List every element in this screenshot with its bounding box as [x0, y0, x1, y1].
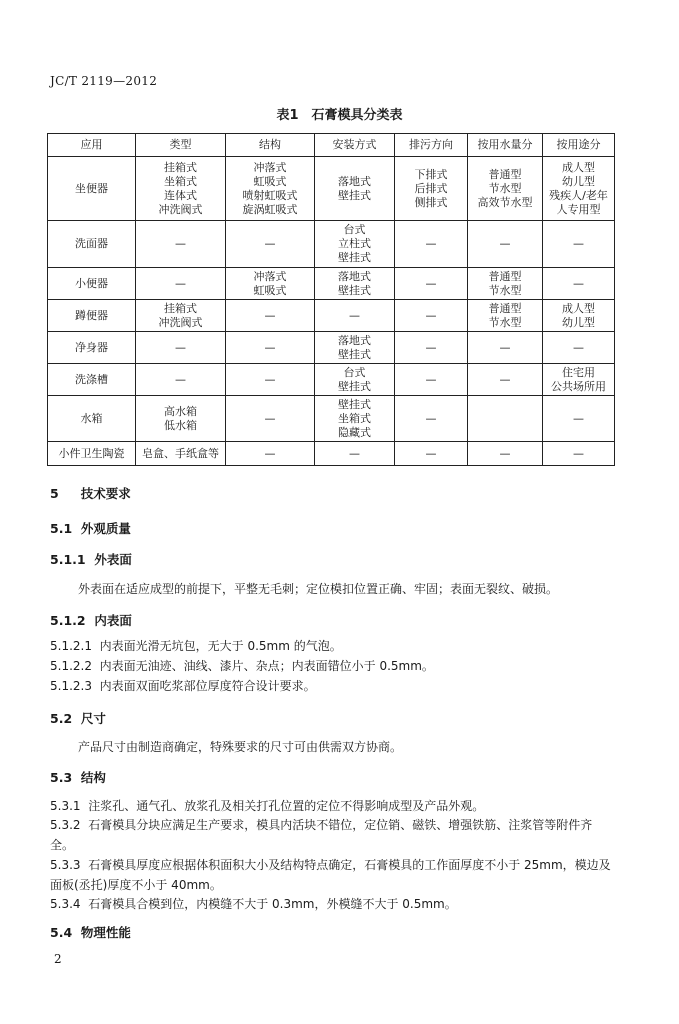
- column-header: 类型: [136, 134, 226, 157]
- table-cell: —: [543, 442, 615, 466]
- table-cell: —: [136, 364, 226, 396]
- clause-number: 5.3.1: [50, 799, 81, 813]
- standard-number: JC/T 2119—2012: [50, 74, 158, 88]
- table-cell: 普通型 节水型 高效节水型: [468, 157, 543, 221]
- clause-text: 内表面光滑无坑包，无大于 0.5mm 的气泡。: [99, 639, 342, 653]
- table-cell: —: [468, 332, 543, 364]
- section-number: 5.1: [50, 521, 73, 536]
- section-heading: [50, 484, 131, 502]
- table-cell: 冲落式 虹吸式 喷射虹吸式 旋涡虹吸式: [226, 157, 315, 221]
- table-cell: 普通型 节水型: [468, 300, 543, 332]
- clause-number: 5.3.3: [50, 858, 81, 872]
- table-cell: —: [543, 332, 615, 364]
- table-cell: —: [226, 221, 315, 268]
- table-cell: 水箱: [48, 396, 136, 442]
- table-title: 表1 石膏模具分类表: [276, 108, 403, 123]
- table-cell: —: [226, 396, 315, 442]
- clause: [50, 676, 615, 696]
- column-header: 结构: [226, 134, 315, 157]
- clause-text: 内表面双面吃浆部位厚度符合设计要求。: [99, 679, 316, 693]
- table-cell: —: [136, 268, 226, 300]
- paragraph: 外表面在适应成型的前提下，平整无毛刺；定位模扣位置正确、牢固；表面无裂纹、破损。: [78, 582, 559, 596]
- table-cell: 成人型 幼儿型: [543, 300, 615, 332]
- table-cell: 成人型 幼儿型 残疾人/老年 人专用型: [543, 157, 615, 221]
- table-cell: —: [395, 442, 468, 466]
- table-cell: 普通型 节水型: [468, 268, 543, 300]
- table-cell: 冲落式 虹吸式: [226, 268, 315, 300]
- section-heading: [50, 768, 106, 786]
- table-cell: —: [395, 396, 468, 442]
- table-cell: 净身器: [48, 332, 136, 364]
- table-row: [48, 442, 615, 466]
- table-row: [48, 364, 615, 396]
- clause-number: 5.1.2.2: [50, 659, 92, 673]
- table-row: [48, 221, 615, 268]
- paragraph: 产品尺寸由制造商确定，特殊要求的尺寸可由供需双方协商。: [78, 740, 403, 754]
- clause-text: 内表面无油迹、油线、漆片、杂点；内表面错位小于 0.5mm。: [99, 659, 434, 673]
- table-cell: 台式 立柱式 壁挂式: [315, 221, 395, 268]
- column-header: 排污方向: [395, 134, 468, 157]
- table-cell: 落地式 壁挂式: [315, 157, 395, 221]
- table-row: [48, 300, 615, 332]
- section-number: 5.3: [50, 770, 73, 785]
- clause: [50, 894, 615, 914]
- table-cell: 小便器: [48, 268, 136, 300]
- table-cell: 落地式 壁挂式: [315, 268, 395, 300]
- table-cell: —: [395, 221, 468, 268]
- table-cell: —: [468, 364, 543, 396]
- table-cell: 高水箱 低水箱: [136, 396, 226, 442]
- table-header-row: [48, 134, 615, 157]
- section-title: 尺寸: [80, 711, 106, 726]
- clause: [50, 855, 615, 895]
- table-cell: 小件卫生陶瓷: [48, 442, 136, 466]
- column-header: 按用途分: [543, 134, 615, 157]
- table-cell: 台式 壁挂式: [315, 364, 395, 396]
- table-cell: —: [543, 396, 615, 442]
- column-header: 安装方式: [315, 134, 395, 157]
- section-heading: [50, 611, 132, 629]
- section-title: 技术要求: [80, 486, 131, 501]
- section-heading: [50, 550, 132, 568]
- table-cell: —: [226, 300, 315, 332]
- table-cell: —: [543, 268, 615, 300]
- table-cell: —: [226, 364, 315, 396]
- table-cell: 下排式 后排式 侧排式: [395, 157, 468, 221]
- clause-text: 石膏模具合模到位，内模缝不大于 0.3mm，外模缝不大于 0.5mm。: [88, 897, 457, 911]
- table-cell: 壁挂式 坐箱式 隐藏式: [315, 396, 395, 442]
- section-title: 物理性能: [80, 925, 131, 940]
- table-cell: —: [395, 332, 468, 364]
- table-cell: 洗涤槽: [48, 364, 136, 396]
- clause-text: 石膏模具厚度应根据体积面积大小及结构特点确定，石膏模具的工作面厚度不小于 25mm，模边及面板(丞托)厚度不小于 40mm。: [50, 858, 611, 892]
- table-cell: —: [315, 300, 395, 332]
- clause: [50, 636, 615, 656]
- table-cell: 挂箱式 冲洗阀式: [136, 300, 226, 332]
- clause: [50, 815, 615, 855]
- clause-text: 石膏模具分块应满足生产要求，模具内活块不错位，定位销、磁铁、增强铁筋、注浆管等附件齐全。: [50, 818, 593, 852]
- section-number: 5.1.1: [50, 552, 86, 567]
- clause-number: 5.3.4: [50, 897, 81, 911]
- table-row: [48, 157, 615, 221]
- table-cell: —: [136, 221, 226, 268]
- page-number: 2: [54, 952, 62, 966]
- table-cell: —: [395, 268, 468, 300]
- clause-number: 5.1.2.1: [50, 639, 92, 653]
- table-cell: 落地式 壁挂式: [315, 332, 395, 364]
- table-cell: 挂箱式 坐箱式 连体式 冲洗阀式: [136, 157, 226, 221]
- table-row: [48, 268, 615, 300]
- table-cell: —: [468, 442, 543, 466]
- section-heading: [50, 923, 131, 941]
- table-cell: 洗面器: [48, 221, 136, 268]
- table-cell: —: [136, 332, 226, 364]
- clause-text: 注浆孔、通气孔、放浆孔及相关打孔位置的定位不得影响成型及产品外观。: [88, 799, 485, 813]
- clause-number: 5.1.2.3: [50, 679, 92, 693]
- section-title: 结构: [80, 770, 106, 785]
- table-cell: 皂盒、手纸盒等: [136, 442, 226, 466]
- section-number: 5.4: [50, 925, 73, 940]
- clause: [50, 796, 615, 816]
- table-cell: [468, 396, 543, 442]
- table-cell: —: [543, 221, 615, 268]
- table-row: [48, 396, 615, 442]
- section-heading: [50, 519, 131, 537]
- section-title: 外表面: [94, 552, 132, 567]
- column-header: 应用: [48, 134, 136, 157]
- table-cell: 住宅用 公共场所用: [543, 364, 615, 396]
- section-number: 5.1.2: [50, 613, 86, 628]
- table-cell: —: [315, 442, 395, 466]
- section-number: 5.2: [50, 711, 73, 726]
- table-cell: —: [226, 442, 315, 466]
- classification-table: [47, 133, 615, 466]
- section-title: 外观质量: [80, 521, 131, 536]
- table-cell: —: [468, 221, 543, 268]
- clause-number: 5.3.2: [50, 818, 81, 832]
- table-cell: —: [395, 364, 468, 396]
- table-cell: 蹲便器: [48, 300, 136, 332]
- table-row: [48, 332, 615, 364]
- section-number: 5: [50, 486, 59, 501]
- clause: [50, 656, 615, 676]
- table-cell: —: [395, 300, 468, 332]
- section-heading: [50, 709, 106, 727]
- table-cell: 坐便器: [48, 157, 136, 221]
- table-cell: —: [226, 332, 315, 364]
- section-title: 内表面: [94, 613, 132, 628]
- column-header: 按用水量分: [468, 134, 543, 157]
